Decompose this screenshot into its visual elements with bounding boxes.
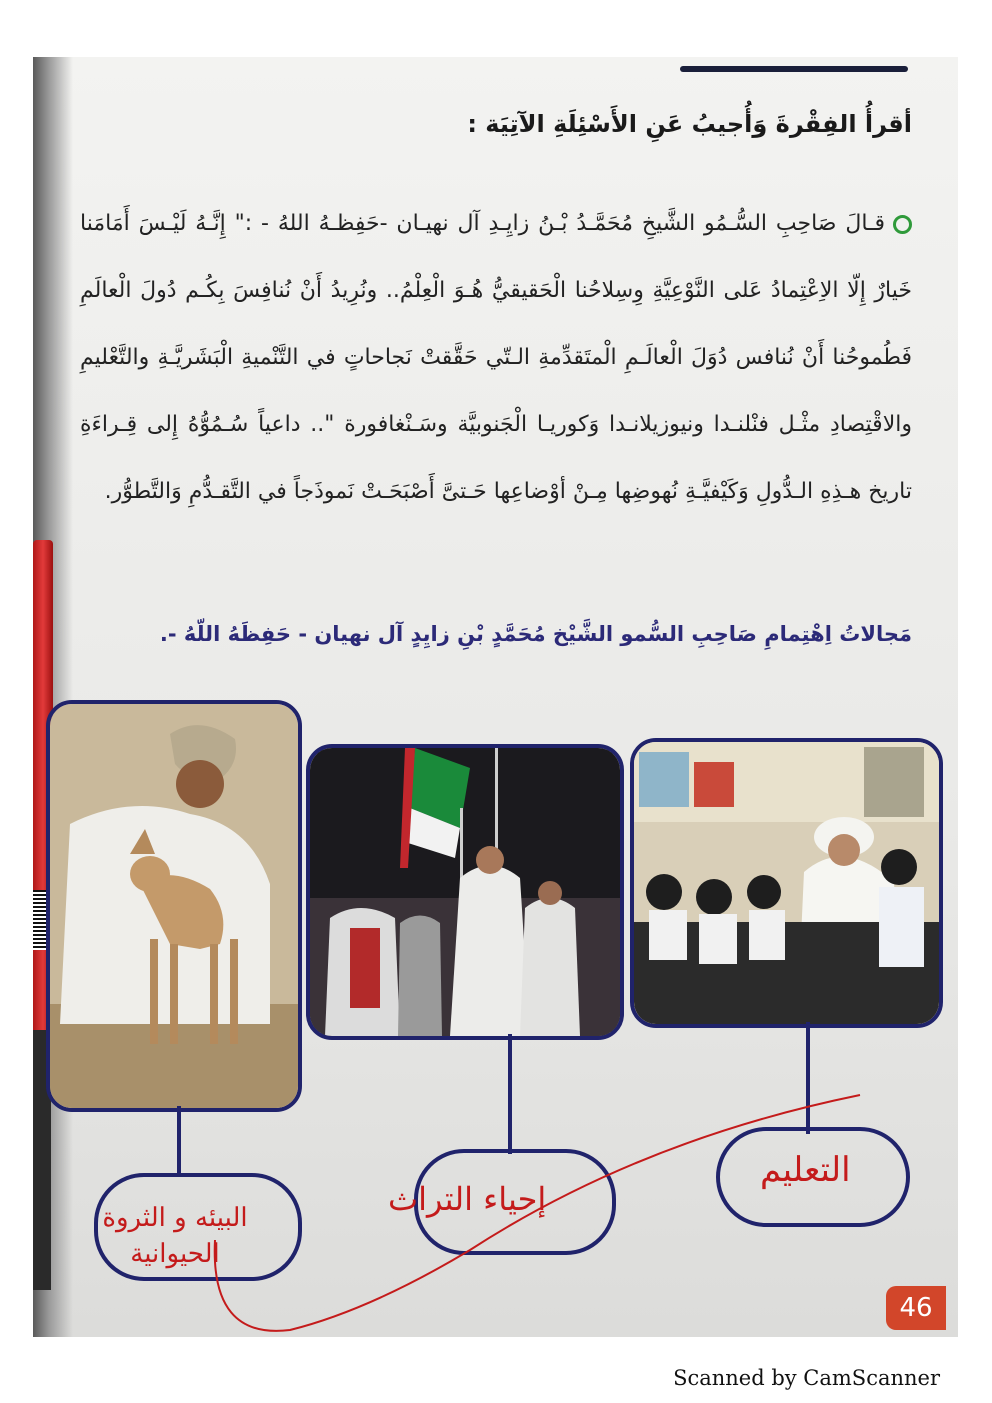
page-number-badge: 46 [886,1286,946,1330]
answer-heritage-text: إحياء التراث [388,1180,547,1218]
exercise-heading: أقرأُ الفِقْرةَ وَأُجيبُ عَنِ الأَسْئِلَةِ الآتِيَة : [467,110,912,138]
scanner-credit: Scanned by CamScanner [673,1366,940,1390]
answer-environment-text: البيئه و الثروة الحيوانية [102,1203,248,1269]
paragraph-text: قـالَ صَاحِبِ السُّـمُو الشَّيخِ مُحَمَّـدُ بْـنُ زايِـدِ آل نهيـان -حَفِظـهُ اللهُ - :" إِنَّـهُ لَيْـسَ أَمَامَنا خَيارٌ إِلّا الاِعْتِمادُ عَلى النَّوْعِيَّةِ وِسِلاحُنا الْحَقيقيُّ هُـوَ الْعِلْمُ.. ونُرِيدُ أَنْ نُنافِسَ بِكُـم دُولَ الْعالَمِ فَطُموحُنا أَنْ نُنافس دُوَلَ الْعالَـمِ الْمتَقدِّمةِ الـتّي حَقَّقتْ نَجاحاتٍ في التَّنْميةِ الْبَشَريَّـةِ والتَّعْليمِ والاقْتِصادِ مثْـل فنْلنـدا ونيوزيلانـدا وَكوريـا الْجَنوبيَّة وسَـنْغافورة ".. داعياً سُـمُوُّهُ إِلى قِـراءَةِ تاريخ هـذِهِ الـدُّولِ وَكَيْفيَّـةِ نُهوضِها مِـنْ أوْضاعِها حَـتىَّ أَصْبَحَـتْ نَموذَجاً في التَّقـدُّمِ وَالتَّطوُّر. [80,211,912,504]
fields-subheading: مَجالاتُ اِهْتِمامِ صَاحِبِ السُّمو الشَّيْخ مُحَمَّدٍ بْنِ زايِدٍ آل نهيان - حَفِظَهُ اللّهُ -. [159,622,912,646]
answer-education-text: التعليم [760,1150,851,1190]
